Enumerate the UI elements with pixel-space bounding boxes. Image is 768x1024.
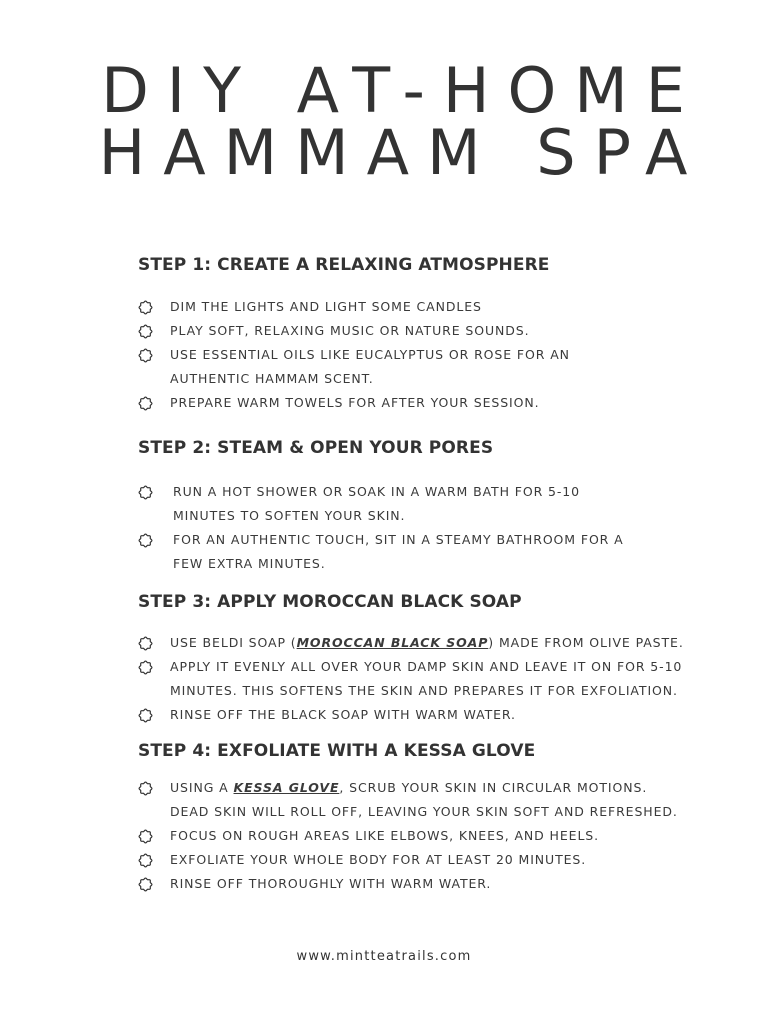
list-item: [138, 295, 570, 319]
list-item-text: USE ESSENTIAL OILS LIKE EUCALYPTUS OR ROSE FOR AN: [170, 347, 570, 362]
list-item-text: RINSE OFF THOROUGHLY WITH WARM WATER.: [170, 876, 492, 891]
list-item-text: RINSE OFF THE BLACK SOAP WITH WARM WATER.: [170, 707, 516, 722]
page-title-line-1: DIY AT-HOME: [101, 54, 703, 127]
list-item-text: USE BELDI SOAP (: [170, 635, 297, 650]
list-item: [138, 848, 678, 872]
footer-website-url[interactable]: www.mintteatrails.com: [296, 949, 472, 964]
scalloped-circle-icon: [138, 877, 153, 892]
list-item-text-continued: AUTHENTIC HAMMAM SCENT.: [170, 371, 374, 386]
list-item: [138, 655, 684, 703]
list-item-text: ) MADE FROM OLIVE PASTE.: [488, 635, 684, 650]
step-3-list: [138, 631, 684, 727]
moroccan-black-soap-link[interactable]: MOROCCAN BLACK SOAP: [296, 635, 489, 650]
list-item-text: APPLY IT EVENLY ALL OVER YOUR DAMP SKIN AND LEAVE IT ON FOR 5-10: [170, 659, 683, 674]
step-2-list: [138, 480, 624, 576]
list-item: [138, 528, 624, 576]
list-item-text-continued: MINUTES TO SOFTEN YOUR SKIN.: [173, 508, 406, 523]
list-item: [138, 319, 570, 343]
step-1-heading: STEP 1: CREATE A RELAXING ATMOSPHERE: [138, 255, 550, 275]
kessa-glove-link[interactable]: KESSA GLOVE: [233, 780, 340, 795]
list-item-text: FOCUS ON ROUGH AREAS LIKE ELBOWS, KNEES, AND HEELS.: [170, 828, 600, 843]
scalloped-circle-icon: [138, 324, 153, 339]
step-3-heading: STEP 3: APPLY MOROCCAN BLACK SOAP: [138, 592, 522, 612]
step-4-heading: STEP 4: EXFOLIATE WITH A KESSA GLOVE: [138, 741, 536, 761]
list-item-text: DIM THE LIGHTS AND LIGHT SOME CANDLES: [170, 299, 482, 314]
scalloped-circle-icon: [138, 348, 153, 363]
list-item-text: EXFOLIATE YOUR WHOLE BODY FOR AT LEAST 20 MINUTES.: [170, 852, 587, 867]
list-item: [138, 872, 678, 896]
list-item: [138, 343, 570, 391]
scalloped-circle-icon: [138, 396, 153, 411]
list-item: [138, 480, 624, 528]
step-2-heading: STEP 2: STEAM & OPEN YOUR PORES: [138, 438, 494, 458]
list-item: [138, 776, 678, 824]
list-item-text: PREPARE WARM TOWELS FOR AFTER YOUR SESSION.: [170, 395, 540, 410]
list-item-text-continued: FEW EXTRA MINUTES.: [173, 556, 326, 571]
list-item-text: FOR AN AUTHENTIC TOUCH, SIT IN A STEAMY BATHROOM FOR A: [173, 532, 624, 547]
scalloped-circle-icon: [138, 636, 153, 651]
list-item-text: PLAY SOFT, RELAXING MUSIC OR NATURE SOUNDS.: [170, 323, 530, 338]
list-item-text-continued: DEAD SKIN WILL ROLL OFF, LEAVING YOUR SKIN SOFT AND REFRESHED.: [170, 804, 678, 819]
scalloped-circle-icon: [138, 533, 153, 548]
list-item-text: , SCRUB YOUR SKIN IN CIRCULAR MOTIONS.: [339, 780, 648, 795]
step-4-list: [138, 776, 678, 896]
scalloped-circle-icon: [138, 829, 153, 844]
step-1-list: [138, 295, 570, 415]
page-title-line-2: HAMMAM SPA: [98, 116, 706, 189]
list-item: [138, 824, 678, 848]
list-item-text-continued: MINUTES. THIS SOFTENS THE SKIN AND PREPARES IT FOR EXFOLIATION.: [170, 683, 678, 698]
list-item: [138, 391, 570, 415]
scalloped-circle-icon: [138, 300, 153, 315]
scalloped-circle-icon: [138, 853, 153, 868]
list-item-text: USING A: [170, 780, 234, 795]
scalloped-circle-icon: [138, 708, 153, 723]
scalloped-circle-icon: [138, 781, 153, 796]
scalloped-circle-icon: [138, 660, 153, 675]
list-item: [138, 631, 684, 655]
scalloped-circle-icon: [138, 485, 153, 500]
list-item-text: RUN A HOT SHOWER OR SOAK IN A WARM BATH FOR 5-10: [173, 484, 581, 499]
list-item: [138, 703, 684, 727]
